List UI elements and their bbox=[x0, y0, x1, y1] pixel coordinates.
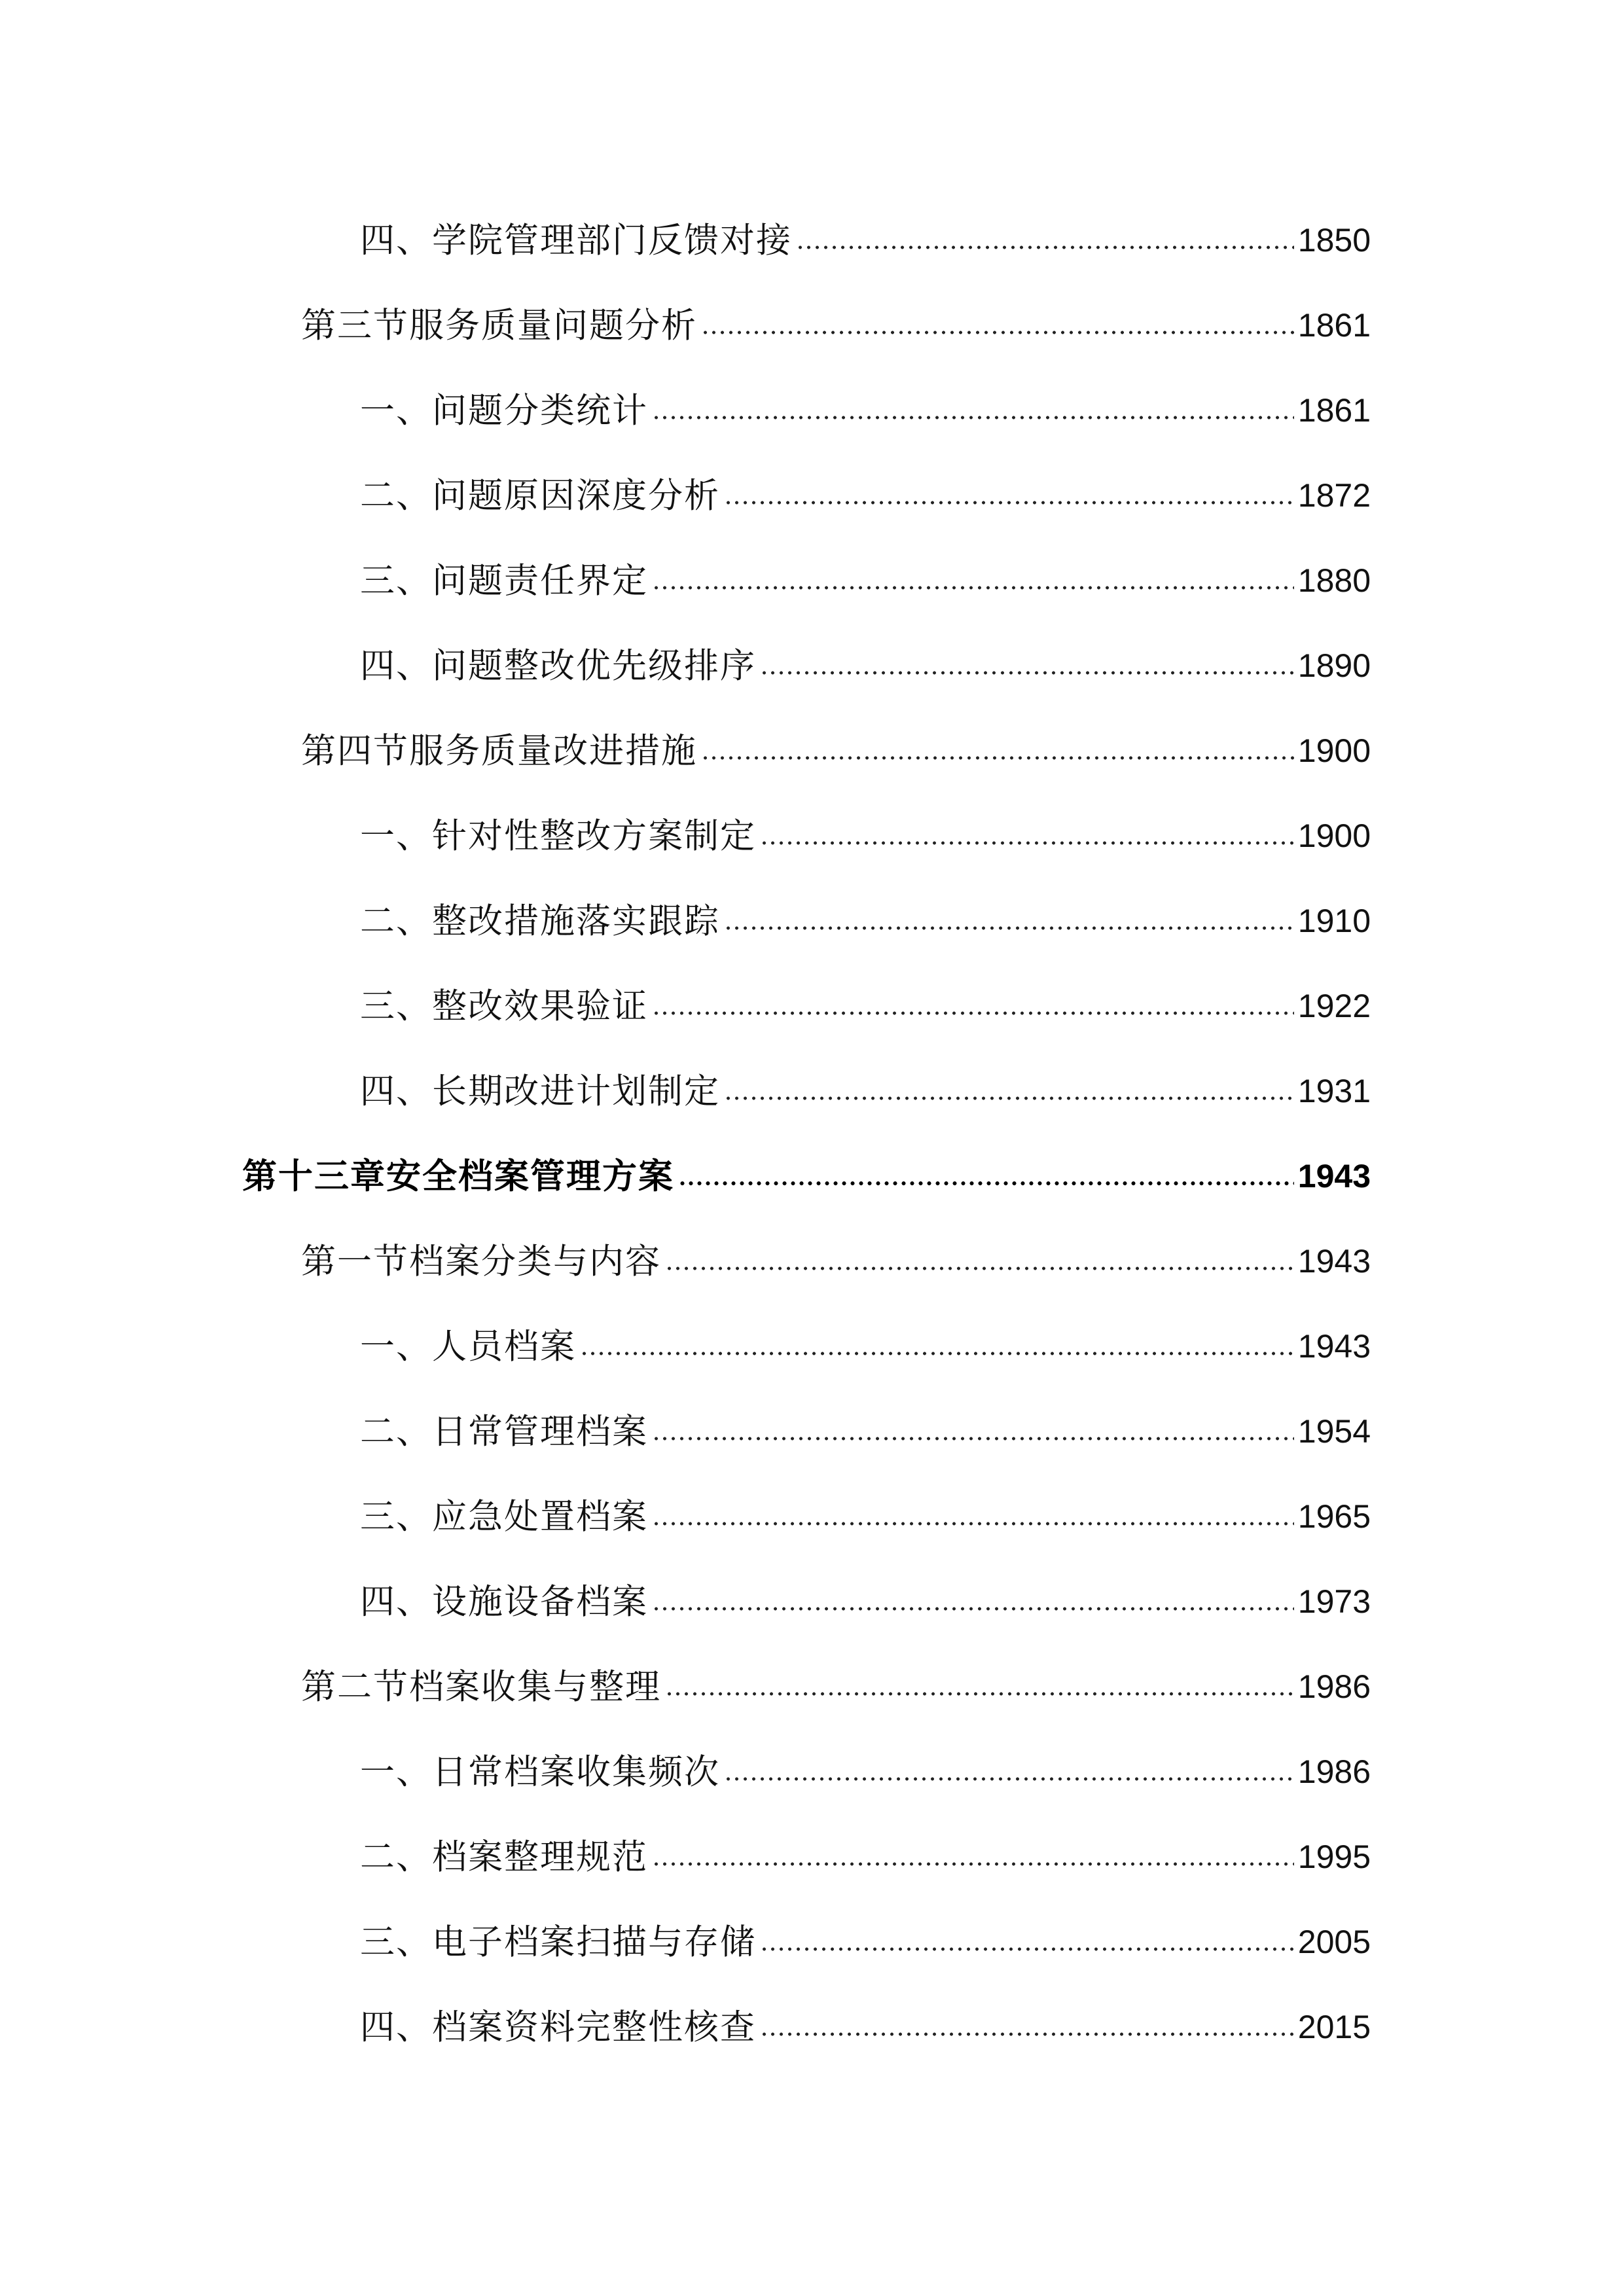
toc-page-number: 1995 bbox=[1297, 1839, 1371, 1875]
toc-entry-title: 四、问题整改优先级排序 bbox=[360, 645, 756, 686]
toc-entry[interactable] bbox=[0, 1317, 1624, 1376]
toc-page-number: 1861 bbox=[1297, 392, 1371, 429]
toc-page-number: 1872 bbox=[1297, 477, 1371, 514]
toc-page-number: 1900 bbox=[1297, 817, 1371, 854]
toc-page-number: 1954 bbox=[1297, 1413, 1371, 1450]
dot-leader bbox=[678, 1180, 1294, 1187]
toc-entry-title: 三、问题责任界定 bbox=[360, 560, 648, 601]
dot-leader bbox=[652, 414, 1294, 421]
dot-leader bbox=[665, 1691, 1294, 1697]
dot-leader bbox=[760, 1946, 1294, 1952]
toc-page-number: 1910 bbox=[1297, 903, 1371, 939]
toc-entry-title: 二、问题原因深度分析 bbox=[360, 475, 720, 516]
dot-leader bbox=[580, 1350, 1294, 1357]
dot-leader bbox=[796, 244, 1294, 251]
toc-entry-title: 二、整改措施落实跟踪 bbox=[360, 901, 720, 941]
toc-page-number: 1973 bbox=[1297, 1583, 1371, 1620]
toc-entry-title: 二、日常管理档案 bbox=[360, 1411, 648, 1452]
dot-leader bbox=[665, 1265, 1294, 1272]
toc-page-number: 1965 bbox=[1297, 1498, 1371, 1535]
toc-page-number: 1922 bbox=[1297, 988, 1371, 1024]
toc-page-number: 1943 bbox=[1297, 1243, 1371, 1280]
dot-leader bbox=[760, 2031, 1294, 2037]
toc-entry[interactable] bbox=[0, 1827, 1624, 1886]
toc-entry-title: 四、学院管理部门反馈对接 bbox=[360, 220, 792, 260]
toc-entry-title: 四、设施设备档案 bbox=[360, 1581, 648, 1622]
toc-entry-title: 第二节档案收集与整理 bbox=[301, 1666, 661, 1707]
toc-entry[interactable] bbox=[0, 977, 1624, 1035]
toc-page-number: 1900 bbox=[1297, 732, 1371, 769]
toc-entry[interactable] bbox=[0, 891, 1624, 950]
toc-entry[interactable] bbox=[0, 1657, 1624, 1716]
toc-entry[interactable] bbox=[0, 466, 1624, 525]
toc-entry-title: 第一节档案分类与内容 bbox=[301, 1241, 661, 1282]
dot-leader bbox=[701, 755, 1294, 761]
toc-entry-title: 第四节服务质量改进措施 bbox=[301, 730, 697, 771]
toc-page-number: 2015 bbox=[1297, 2009, 1371, 2045]
dot-leader bbox=[724, 1776, 1294, 1782]
toc-page-number: 2005 bbox=[1297, 1924, 1371, 1960]
dot-leader bbox=[652, 1861, 1294, 1867]
toc-page-number: 1890 bbox=[1297, 647, 1371, 684]
dot-leader bbox=[760, 840, 1294, 846]
toc-page-number: 1880 bbox=[1297, 562, 1371, 599]
toc-entry[interactable] bbox=[0, 551, 1624, 610]
toc-entry[interactable] bbox=[0, 211, 1624, 270]
toc-entry-title: 三、应急处置档案 bbox=[360, 1496, 648, 1537]
dot-leader bbox=[701, 329, 1294, 336]
toc-page-number: 1986 bbox=[1297, 1668, 1371, 1705]
toc-entry-title: 一、针对性整改方案制定 bbox=[360, 816, 756, 856]
toc-entry[interactable] bbox=[0, 381, 1624, 440]
toc-entry[interactable] bbox=[0, 1147, 1624, 1206]
toc-entry[interactable] bbox=[0, 1402, 1624, 1461]
toc-entry-title: 四、长期改进计划制定 bbox=[360, 1071, 720, 1111]
toc-page-number: 1861 bbox=[1297, 307, 1371, 344]
toc-entry-title: 一、人员档案 bbox=[360, 1326, 576, 1367]
dot-leader bbox=[652, 1435, 1294, 1442]
toc-entry[interactable] bbox=[0, 296, 1624, 355]
toc-entry-title: 三、整改效果验证 bbox=[360, 986, 648, 1026]
toc-entry-title: 第三节服务质量问题分析 bbox=[301, 305, 697, 346]
toc-entry-title: 一、问题分类统计 bbox=[360, 390, 648, 431]
toc-entry[interactable] bbox=[0, 1487, 1624, 1546]
dot-leader bbox=[652, 584, 1294, 591]
toc-entry[interactable] bbox=[0, 1912, 1624, 1971]
toc-entry-title: 一、日常档案收集频次 bbox=[360, 1751, 720, 1792]
dot-leader bbox=[652, 1520, 1294, 1527]
dot-leader bbox=[724, 925, 1294, 931]
dot-leader bbox=[652, 1010, 1294, 1016]
dot-leader bbox=[760, 670, 1294, 676]
toc-entry[interactable] bbox=[0, 1998, 1624, 2056]
toc-page-number: 1986 bbox=[1297, 1753, 1371, 1790]
toc-entry[interactable] bbox=[0, 636, 1624, 695]
toc-entry-title: 四、档案资料完整性核查 bbox=[360, 2007, 756, 2047]
toc-page-number: 1850 bbox=[1297, 222, 1371, 259]
toc-entry[interactable] bbox=[0, 1232, 1624, 1291]
toc-entry-title: 第十三章安全档案管理方案 bbox=[242, 1156, 674, 1196]
toc-page-number: 1943 bbox=[1297, 1158, 1371, 1194]
toc-page-number: 1943 bbox=[1297, 1328, 1371, 1365]
toc-entry[interactable] bbox=[0, 1742, 1624, 1801]
toc-entry[interactable] bbox=[0, 1572, 1624, 1631]
dot-leader bbox=[724, 1095, 1294, 1102]
dot-leader bbox=[652, 1605, 1294, 1612]
toc-entry-title: 二、档案整理规范 bbox=[360, 1837, 648, 1877]
dot-leader bbox=[724, 499, 1294, 506]
toc-entry-title: 三、电子档案扫描与存储 bbox=[360, 1922, 756, 1962]
toc-entry[interactable] bbox=[0, 721, 1624, 780]
toc-entry[interactable] bbox=[0, 806, 1624, 865]
toc-entry[interactable] bbox=[0, 1062, 1624, 1121]
toc-page-number: 1931 bbox=[1297, 1073, 1371, 1109]
